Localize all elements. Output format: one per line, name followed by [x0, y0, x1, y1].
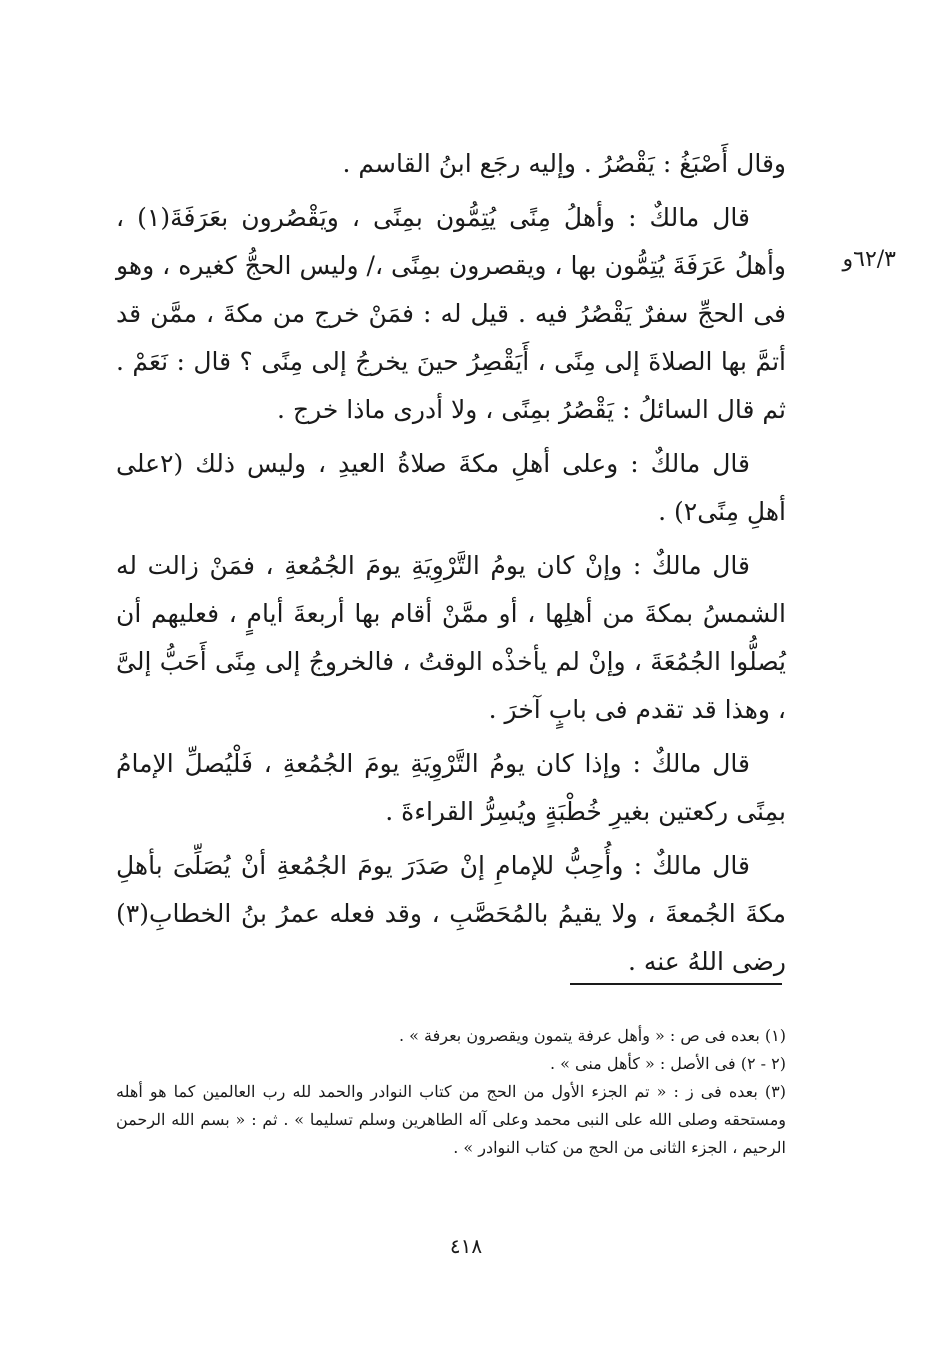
footnotes [116, 1022, 786, 1162]
paragraph: قال مالكٌ : وإذا كان يومُ التَّرْوِيَةِ يومَ الجُمُعةِ ، فَلْيُصلِّ الإمامُ بمِنًى ركعتين بغيرِ خُطْبَةٍ ويُسِرُّ القراءةَ . [116, 749, 786, 826]
paragraph: قال مالكٌ : وأهلُ مِنًى يُتِمُّون بمِنًى ، ويَقْصُرون بعَرَفَةَ(١) ، وأهلُ عَرَفَةَ يُتِمُّون بها ، ويقصرون بمِنًى ،/ وليس الحجُّ كغيره ، وهو فى الحجِّ سفرٌ يَقْصُرُ فيه . قيل له : فمَنْ خرج من مكةَ ، ممَّن قد أتمَّ بها الصلاةَ إلى مِنًى ، أَيَقْصِرُ حينَ يخرجُ إلى مِنًى ؟ قال : نَعَمْ . ثم قال السائلُ : يَقْصُرُ بمِنًى ، ولا أدرى ماذا خرج . [116, 203, 786, 424]
footnote: (١) بعده فى ص : « وأهل عرفة يتمون ويقصرون بعرفة » . [398, 1026, 786, 1045]
main-text [116, 140, 786, 992]
footnote: (٢ - ٢) فى الأصل : « كأهل منى » . [549, 1054, 786, 1073]
paragraph: قال مالكٌ : وعلى أهلِ مكةَ صلاةُ العيدِ ، وليس ذلك (٢على أهلِ مِنًى٢) . [116, 449, 786, 526]
paragraph: قال مالكٌ : وأُحِبُّ للإمامِ إنْ صَدَرَ يومَ الجُمُعةِ أنْ يُصَلِّىَ بأهلِ مكةَ الجُمعةَ ، ولا يقيمُ بالمُحَصَّبِ ، وقد فعله عمرُ بنُ الخطابِ(٣) رضى اللهُ عنه . [116, 851, 786, 976]
footnote-divider [570, 983, 782, 985]
margin-folio-note: ٦٢/٣و [842, 247, 896, 272]
paragraph: قال مالكٌ : وإنْ كان يومُ التَّرْوِيَةِ يومَ الجُمُعةِ ، فمَنْ زالت له الشمسُ بمكةَ من أهلِها ، أو ممَّنْ أقام بها أربعةَ أيامٍ ، فعليهم أن يُصلُّوا الجُمُعَةَ ، وإنْ لم يأخذْه الوقتُ ، فالخروجُ إلى مِنًى أَحَبُّ إلىَّ ، وهذا قد تقدم فى بابٍ آخرَ . [116, 551, 786, 724]
footnote: (٣) بعده فى ز : « تم الجزء الأول من الحج من كتاب النوادر والحمد لله رب العالمين كما هو أهله ومستحقه وصلى الله على النبى محمد وعلى آله الطاهرين وسلم تسليما » . ثم : « بسم الله الرحمن الرحيم ، الجزء الثانى من الحج من كتاب النوادر » . [116, 1082, 786, 1157]
paragraph: وقال أَصْبَغُ : يَقْصُرُ . وإليه رجَع ابنُ القاسم . [342, 149, 786, 178]
page-number: ٤١٨ [449, 1234, 483, 1258]
